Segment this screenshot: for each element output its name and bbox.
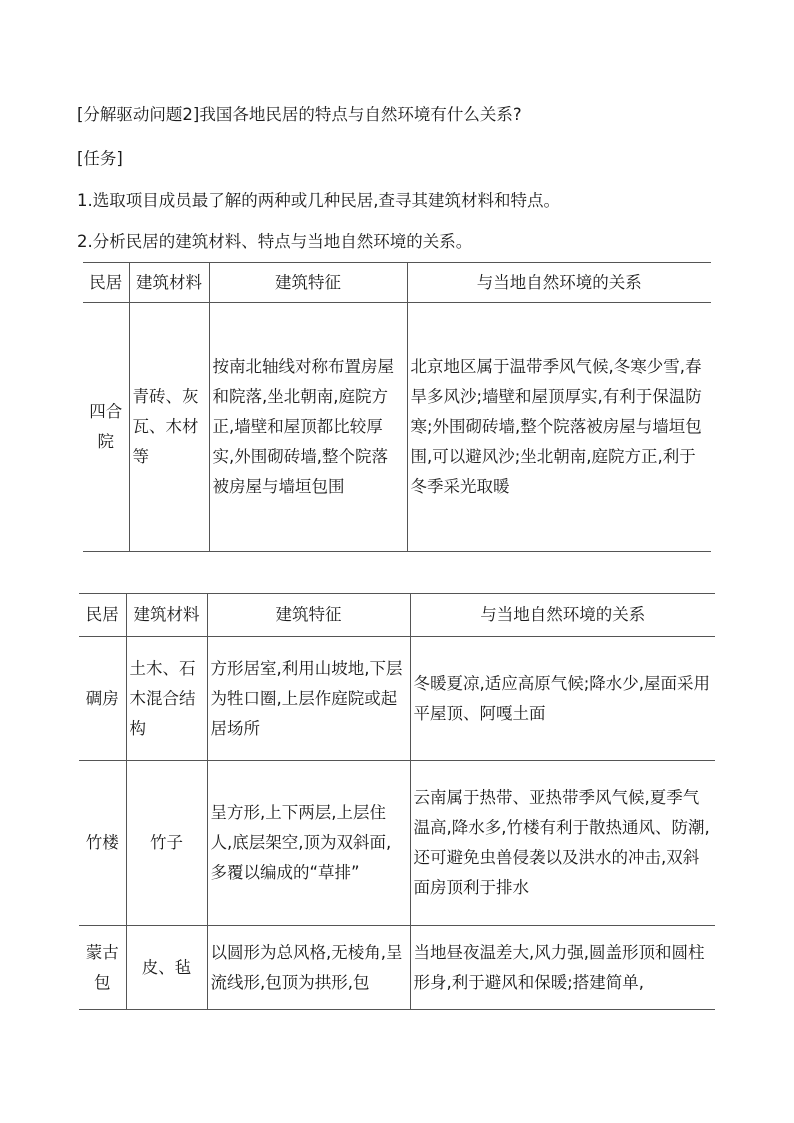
header-material: 建筑材料 (126, 594, 207, 637)
header-relation: 与当地自然环境的关系 (407, 263, 711, 303)
header-material: 建筑材料 (129, 263, 209, 303)
dwelling-feature: 方形居室,利用山坡地,下层为牲口圈,上层作庭院或起居场所 (207, 637, 410, 761)
dwelling-material: 皮、毡 (126, 926, 207, 1010)
dwelling-feature: 以圆形为总风格,无棱角,呈流线形,包顶为拱形,包 (207, 926, 410, 1010)
dwelling-material: 青砖、灰瓦、木材等 (129, 303, 209, 552)
task-label: [任务] (77, 149, 123, 168)
header-dwelling: 民居 (79, 594, 126, 637)
dwelling-relation: 冬暖夏凉,适应高原气候;降水少,屋面采用平屋顶、阿嘎土面 (410, 637, 715, 761)
dwelling-table-2 (79, 593, 715, 1010)
dwelling-table-1 (83, 262, 711, 552)
dwelling-relation: 当地昼夜温差大,风力强,圆盖形顶和圆柱形身,利于避风和保暖;搭建简单, (410, 926, 715, 1010)
dwelling-name: 竹楼 (79, 761, 126, 926)
header-feature: 建筑特征 (209, 263, 407, 303)
table-header-row (83, 263, 711, 303)
header-dwelling: 民居 (83, 263, 129, 303)
dwelling-name: 四合院 (83, 303, 129, 552)
dwelling-feature: 按南北轴线对称布置房屋和院落,坐北朝南,庭院方正,墙壁和屋顶都比较厚实,外围砌砖墙,整个院落被房屋与墙垣包围 (209, 303, 407, 552)
header-relation: 与当地自然环境的关系 (410, 594, 715, 637)
dwelling-relation: 云南属于热带、亚热带季风气候,夏季气温高,降水多,竹楼有利于散热通风、防潮,还可避免虫兽侵袭以及洪水的冲击,双斜面房顶利于排水 (410, 761, 715, 926)
dwelling-feature: 呈方形,上下两层,上层住人,底层架空,顶为双斜面,多覆以编成的“草排” (207, 761, 410, 926)
dwelling-material: 竹子 (126, 761, 207, 926)
task-item-1: 1.选取项目成员最了解的两种或几种民居,查寻其建筑材料和特点。 (77, 191, 560, 210)
dwelling-name: 蒙古包 (79, 926, 126, 1010)
header-feature: 建筑特征 (207, 594, 410, 637)
task-item-2: 2.分析民居的建筑材料、特点与当地自然环境的关系。 (77, 232, 473, 251)
table-row (79, 926, 715, 1010)
dwelling-name: 碉房 (79, 637, 126, 761)
dwelling-relation: 北京地区属于温带季风气候,冬寒少雪,春旱多风沙;墙壁和屋顶厚实,有利于保温防寒;外围砌砖墙,整个院落被房屋与墙垣包围,可以避风沙;坐北朝南,庭院方正,利于冬季采光取暖 (407, 303, 711, 552)
question-heading: [分解驱动问题2]我国各地民居的特点与自然环境有什么关系? (77, 105, 522, 124)
table-header-row (79, 594, 715, 637)
dwelling-material: 土木、石木混合结构 (126, 637, 207, 761)
table-row (79, 637, 715, 761)
table-row (83, 303, 711, 552)
table-row (79, 761, 715, 926)
